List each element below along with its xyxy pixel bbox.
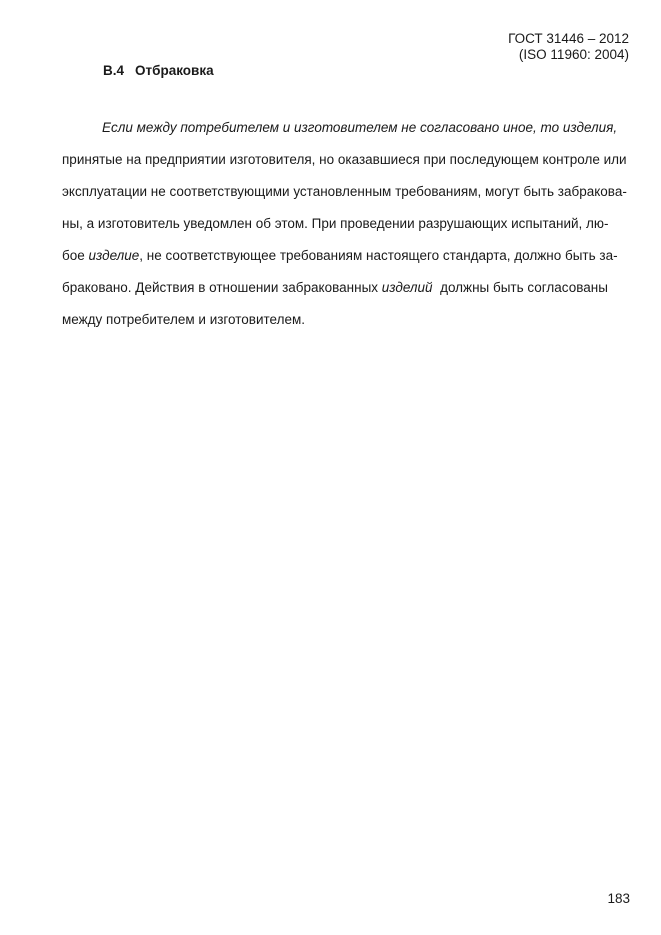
paragraph-line-7: между потребителем и изготовителем. bbox=[62, 312, 306, 327]
standard-code: ГОСТ 31446 – 2012 bbox=[508, 31, 629, 46]
term-izdeliy: изделий bbox=[381, 280, 433, 295]
section-heading bbox=[103, 63, 214, 78]
paragraph-line-6 bbox=[62, 280, 608, 295]
section-number: B.4 bbox=[103, 63, 125, 78]
paragraph-line-4: ны, а изготовитель уведомлен об этом. При проведении разрушающих испытаний, лю- bbox=[62, 216, 609, 231]
document-header bbox=[508, 31, 629, 63]
paragraph-line-5 bbox=[62, 248, 618, 263]
paragraph-line-1: Если между потребителем и изготовителем не согласовано иное, то изделия, bbox=[102, 120, 618, 135]
paragraph-line-2: принятые на предприятии изготовителя, но оказавшиеся при последующем контроле или bbox=[62, 152, 627, 167]
paragraph-line-6-end: должны быть согласованы bbox=[432, 280, 608, 295]
section-title: Отбраковка bbox=[135, 63, 214, 78]
page-number: 183 bbox=[607, 891, 630, 906]
iso-reference: (ISO 11960: 2004) bbox=[518, 47, 629, 62]
paragraph-line-6-start: браковано. Действия в отношении забракованных bbox=[62, 280, 382, 295]
term-izdelie: изделие bbox=[88, 248, 140, 263]
paragraph-line-5-end: , не соответствующее требованиям настоящего стандарта, должно быть за- bbox=[139, 248, 618, 263]
paragraph-line-3: эксплуатации не соответствующими установленным требованиям, могут быть забракова- bbox=[62, 184, 627, 199]
paragraph-line-5-start: бое bbox=[62, 248, 89, 263]
